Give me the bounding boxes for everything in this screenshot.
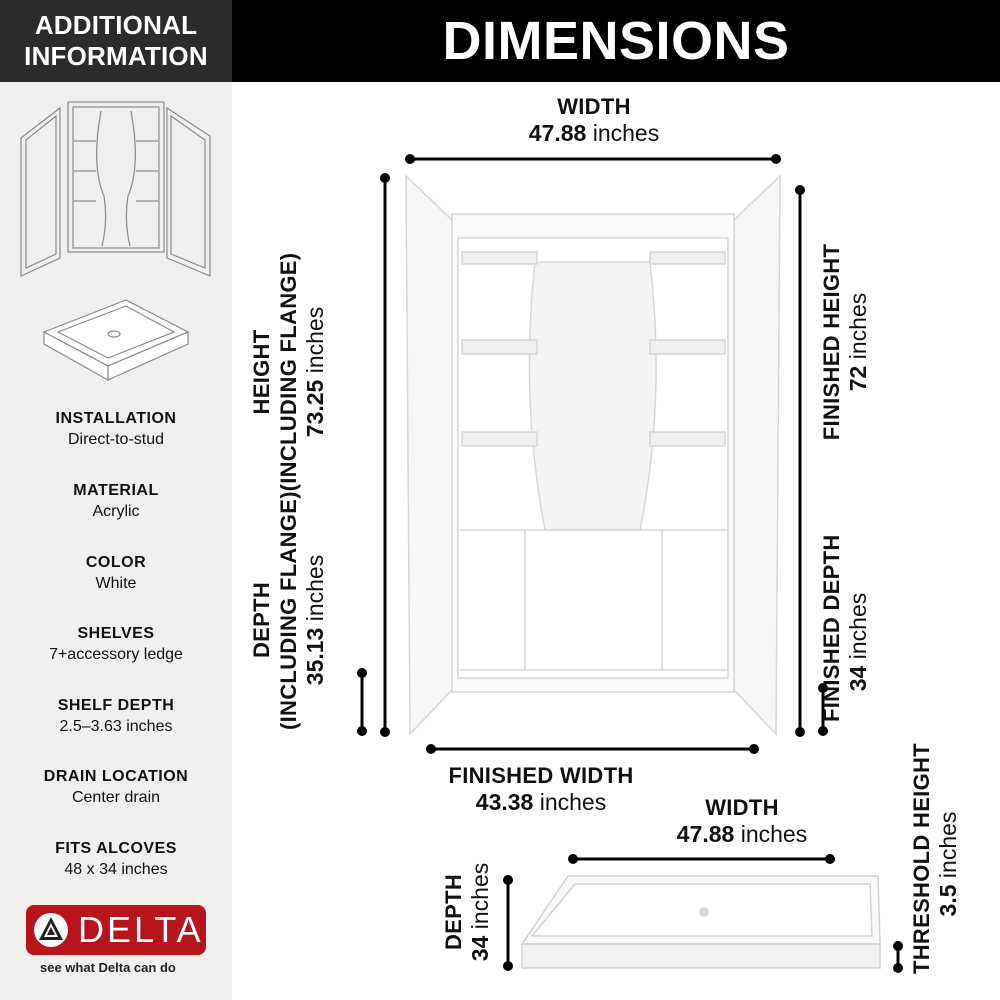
- finished-width-dimension: [426, 762, 656, 816]
- wall-width-value: 47.88 inches: [528, 120, 660, 146]
- finished-height-value: 72 inches: [845, 292, 871, 392]
- finished-depth-value: 34 inches: [845, 592, 871, 692]
- spec-value: Center drain: [71, 789, 161, 806]
- spec-label: SHELF DEPTH: [57, 697, 175, 714]
- base-depth-value: 34 inches: [467, 862, 493, 962]
- wall-height-label-line2: (INCLUDING FLANGE): [276, 252, 301, 492]
- threshold-height-dimension: [908, 743, 964, 974]
- base-depth-label: DEPTH: [441, 873, 466, 951]
- spec-label: MATERIAL: [73, 482, 159, 499]
- base-depth-dimension: [440, 842, 496, 982]
- threshold-height-value: 3.5 inches: [935, 811, 961, 917]
- sidebar-title-line1: ADDITIONAL: [34, 10, 198, 40]
- base-width-dimension: [642, 794, 842, 848]
- sidebar-title-line2: INFORMATION: [24, 41, 208, 71]
- threshold-height-label: THRESHOLD HEIGHT: [909, 743, 934, 974]
- spec-value: 48 x 34 inches: [64, 861, 168, 878]
- finished-depth-dimension: [818, 534, 874, 722]
- spec-label: SHELVES: [77, 625, 155, 642]
- spec-value: Acrylic: [92, 503, 140, 520]
- brand-tagline: see what Delta can do: [40, 960, 176, 975]
- spec-label: DRAIN LOCATION: [43, 768, 189, 785]
- spec-value: White: [95, 575, 137, 592]
- finished-height-label: FINISHED HEIGHT: [819, 243, 844, 441]
- wall-height-dimension: [248, 242, 332, 502]
- shower-base-illustration: [522, 876, 880, 968]
- wall-width-label: WIDTH: [557, 94, 631, 119]
- wall-depth-label-line1: DEPTH: [249, 581, 274, 659]
- spec-label: FITS ALCOVES: [55, 840, 177, 857]
- spec-label: INSTALLATION: [55, 410, 177, 427]
- shower-wall-illustration: [406, 176, 780, 734]
- wall-depth-dimension: [248, 491, 332, 730]
- spec-label: COLOR: [85, 554, 147, 571]
- wall-height-value: 73.25 inches: [302, 306, 328, 438]
- wall-width-dimension: [494, 93, 694, 147]
- wall-depth-value: 35.13 inches: [302, 554, 328, 686]
- spec-value: 7+accessory ledge: [49, 646, 183, 663]
- spec-value: Direct-to-stud: [67, 431, 165, 448]
- page-title: DIMENSIONS: [232, 0, 1000, 82]
- finished-width-label: FINISHED WIDTH: [448, 763, 634, 788]
- wall-height-label-line1: HEIGHT: [249, 329, 274, 415]
- delta-logo-text: DELTA: [78, 909, 204, 950]
- base-width-value: 47.88 inches: [676, 821, 808, 847]
- wall-depth-label-line2: (INCLUDING FLANGE): [276, 491, 301, 730]
- finished-height-dimension: [818, 232, 874, 452]
- finished-depth-label: FINISHED DEPTH: [819, 534, 844, 722]
- spec-value: 2.5–3.63 inches: [59, 718, 173, 735]
- base-width-label: WIDTH: [705, 795, 779, 820]
- finished-width-value: 43.38 inches: [475, 789, 607, 815]
